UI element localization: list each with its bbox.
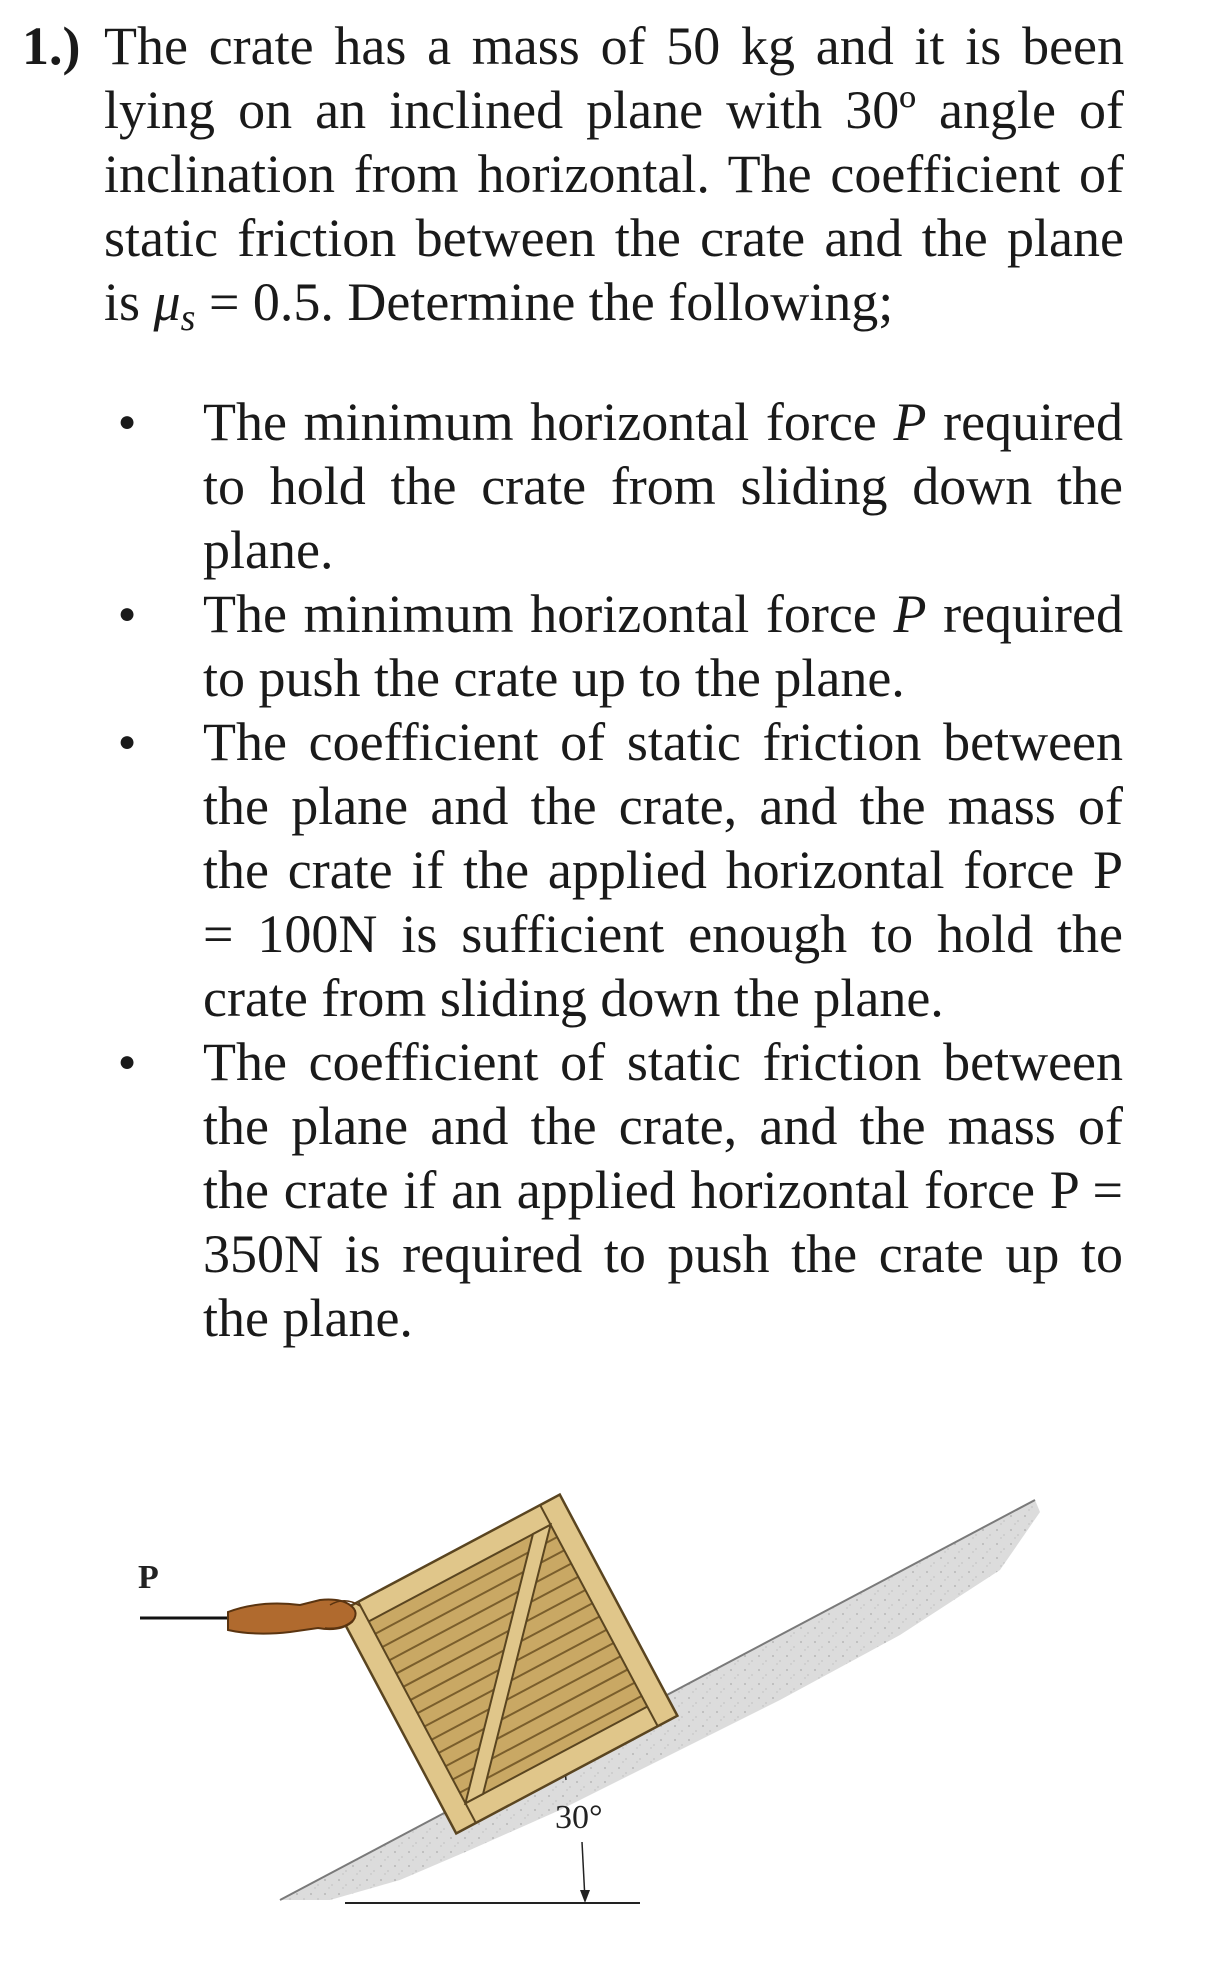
question-2-text-a: The minimum horizontal force xyxy=(203,584,894,644)
question-2-text-b: required to push the crate up to the plane. xyxy=(203,584,1124,708)
question-list xyxy=(0,390,1210,1350)
question-1-text-b: required to hold the crate from sliding down the plane. xyxy=(203,392,1124,580)
statement-part-1: The crate has a mass of 50 kg and it is been lying on an inclined plane with 30º angle of inclination from horizontal. The coefficient of static friction between the crate and the plane is xyxy=(104,16,1124,332)
crate xyxy=(339,1495,677,1833)
question-2-symbol: P xyxy=(893,584,927,644)
problem-number: 1.) xyxy=(22,16,81,76)
mu-symbol xyxy=(153,272,196,339)
question-item-3: ● The coefficient of static friction between the plane and the crate, and the mass of the crate if the applied horizontal force P = 100N is sufficient enough to hold the crate from sliding down the plane. xyxy=(203,710,1123,1030)
question-1-symbol: P xyxy=(893,392,927,452)
angle-arrow-lower-head xyxy=(580,1890,590,1903)
angle-label: 30° xyxy=(555,1799,603,1836)
force-label: P xyxy=(138,1559,159,1596)
incline-diagram xyxy=(0,1400,1210,1974)
question-1-text-a: The minimum horizontal force xyxy=(203,392,894,452)
statement-part-2: = 0.5. Determine the following; xyxy=(195,272,894,332)
mu-subscript: s xyxy=(180,297,196,339)
incline-figure xyxy=(0,1400,1210,1974)
question-item-4: ● The coefficient of static friction between the plane and the crate, and the mass of the crate if an applied horizontal force P = 350N is required to push the crate up to the plane. xyxy=(203,1030,1123,1350)
question-item-1 xyxy=(203,390,1123,582)
mu-letter: μ xyxy=(153,272,181,332)
question-item-2 xyxy=(203,582,1123,710)
hand-icon xyxy=(228,1600,360,1634)
problem-statement xyxy=(104,14,1124,350)
